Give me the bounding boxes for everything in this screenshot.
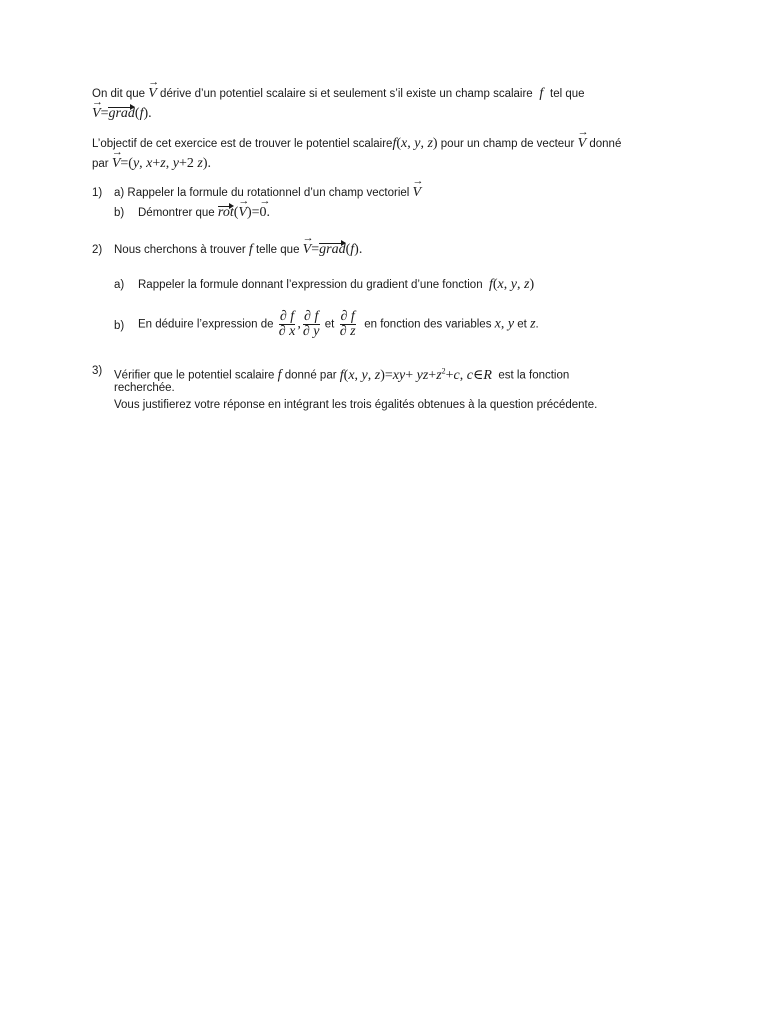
intro-line-3	[92, 136, 621, 152]
question-2-a-text: Rappeler la formule donnant l’expression du gradient d’une fonction f(x, y, z)	[138, 277, 535, 292]
question-2	[92, 242, 363, 258]
question-2-b	[114, 309, 539, 339]
intro-text: par	[92, 158, 109, 170]
intro-text: pour un champ de vecteur	[440, 138, 575, 150]
subquestion-label: a)	[114, 279, 125, 291]
question-number: 1)	[92, 187, 103, 199]
math-f-xyz: f(x, y, z)	[392, 136, 438, 151]
partial-f-z: $\frac{\partial f}{\partial z}$	[339, 309, 356, 339]
question-3-line-2: recherchée.	[114, 382, 175, 394]
question-3-line-3: Vous justifierez votre réponse en intégrant les trois égalités obtenues à la question précédente.	[114, 399, 598, 411]
question-2-text: Nous cherchons à trouver f telle que → V=grad(f).	[114, 242, 362, 258]
question-1-a-text: a) Rappeler la formule du rotationnel d’un champ vectoriel → V	[114, 185, 421, 201]
question-1-b-text: Démontrer que rot(→ V)=→ 0.	[138, 205, 270, 221]
question-number: 2)	[92, 244, 103, 256]
math-v-definition: → V=(y, x+z, y+2 z).	[112, 156, 211, 171]
intro-line-4	[92, 156, 211, 172]
partial-f-y: $\frac{\partial f}{\partial y}$	[302, 309, 320, 339]
math-vector-v: → V	[578, 136, 587, 151]
subquestion-label: b)	[114, 207, 125, 219]
intro-text: dérive d’un potentiel scalaire si et seulement s’il existe un champ scalaire	[160, 88, 533, 100]
intro-line-1	[92, 86, 585, 102]
math-vector-v: → V	[148, 86, 157, 101]
intro-text: On dit que	[92, 88, 146, 100]
subquestion-label: b)	[114, 320, 125, 332]
question-3-text: Vérifier que le potentiel scalaire f donné par f(x, y, $z)=xy+ yz+z^2+c$, c∈R est la fonction	[114, 366, 570, 383]
math-v-equals-grad-f: → V=grad(f).	[92, 106, 152, 121]
math-f: f	[535, 86, 547, 101]
question-2-a	[114, 277, 535, 293]
partial-f-x: $\frac{\partial f}{\partial x}$	[278, 309, 296, 339]
question-number: 3)	[92, 365, 103, 377]
intro-text: tel que	[550, 88, 585, 100]
question-1-b	[114, 205, 271, 221]
question-1-a	[92, 185, 422, 201]
intro-text: L’objectif de cet exercice est de trouver le potentiel scalaire	[92, 138, 393, 150]
question-3	[92, 363, 570, 383]
question-2-b-text: En déduire l’expression de $\frac{\partial f}{\partial x}$ , $\frac{\partial f}{\partial y}$ et $\frac{\partial f}{\partial z}$ en fonction des variables x, y et z.	[138, 309, 539, 339]
intro-line-2	[92, 106, 152, 122]
intro-text: donné	[589, 138, 622, 150]
